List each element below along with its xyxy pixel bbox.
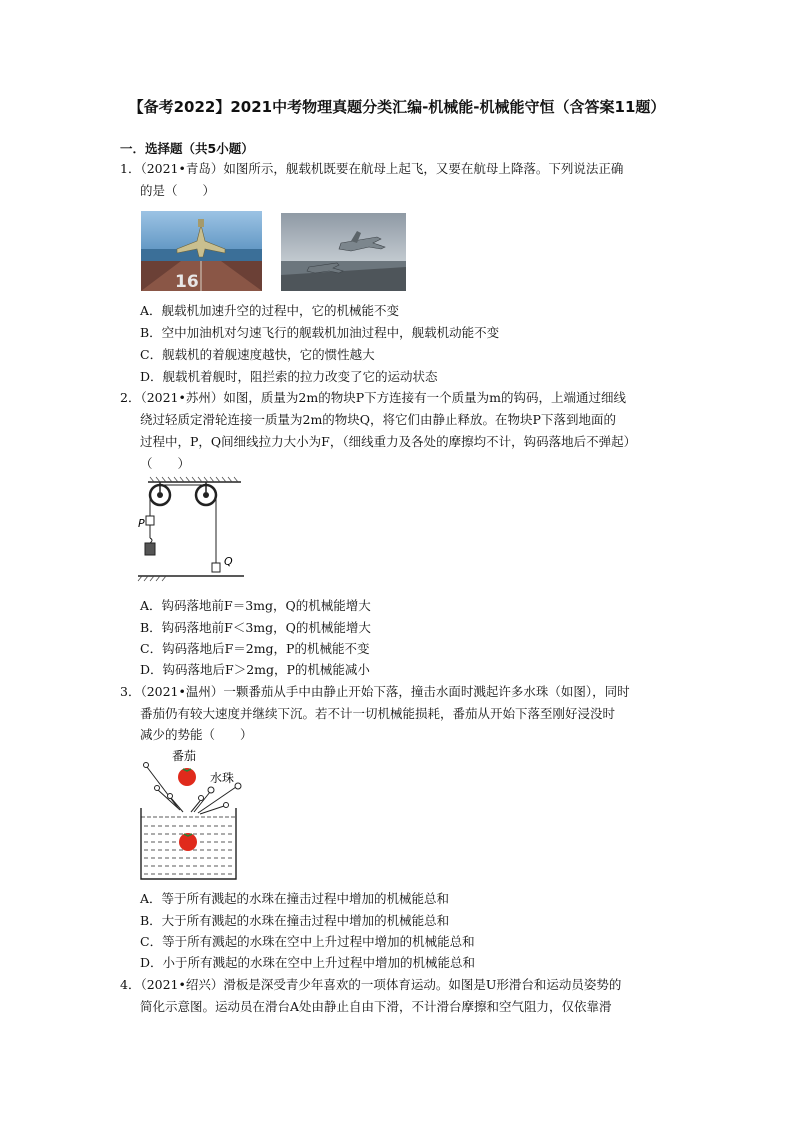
q3-stem-line2: 番茄仍有较大速度并继续下沉。若不计一切机械能损耗，番茄从开始下落至刚好浸没时 xyxy=(140,706,616,721)
q2-label-p: P xyxy=(138,517,145,530)
q2-stem-line1: 2．（2021•苏州）如图，质量为2m的物块P下方连接有一个质量为m的钩码，上端通过细线 xyxy=(120,390,626,405)
q2-option-c: C．钩码落地后F＝2mg，P的机械能不变 xyxy=(140,641,370,656)
q1-option-b: B．空中加油机对匀速飞行的舰载机加油过程中，舰载机动能不变 xyxy=(140,325,500,340)
q2-stem-line4: （ ） xyxy=(140,456,191,471)
q2-stem-line3: 过程中，P，Q间细线拉力大小为F，（细线重力及各处的摩擦均不计，钩码落地后不弹起） xyxy=(140,434,637,449)
q3-option-c: C．等于所有溅起的水珠在空中上升过程中增加的机械能总和 xyxy=(140,934,475,949)
page-title: 【备考2022】2021中考物理真题分类汇编-机械能-机械能守恒（含答案11题） xyxy=(128,98,666,116)
q3-option-a: A．等于所有溅起的水珠在撞击过程中增加的机械能总和 xyxy=(140,891,450,906)
q1-deck-number: 16 xyxy=(175,272,199,291)
q2-option-b: B．钩码落地前F＜3mg，Q的机械能增大 xyxy=(140,620,371,635)
q4-stem-line2: 简化示意图。运动员在滑台A处由静止自由下滑，不计滑台摩擦和空气阻力，仅依靠滑 xyxy=(140,999,612,1014)
q3-stem-line1: 3．（2021•温州）一颗番茄从手中由静止开始下落，撞击水面时溅起许多水珠（如图），同时 xyxy=(120,684,630,699)
q3-label-tomato: 番茄 xyxy=(172,749,197,763)
q1-option-d: D．舰载机着舰时，阻拦索的拉力改变了它的运动状态 xyxy=(140,369,438,384)
q1-option-c: C．舰载机的着舰速度越快，它的惯性越大 xyxy=(140,347,375,362)
q1-photo-takeoff xyxy=(141,211,262,291)
q2-option-d: D．钩码落地后F＞2mg，P的机械能减小 xyxy=(140,662,370,677)
q3-tomato-diagram xyxy=(136,746,262,882)
q1-photo-landing xyxy=(281,213,406,291)
q3-label-droplet: 水珠 xyxy=(210,771,235,785)
q2-pulley-diagram xyxy=(136,476,246,586)
q1-stem-line1: 1．（2021•青岛）如图所示，舰载机既要在航母上起飞，又要在航母上降落。下列说法正确 xyxy=(120,161,624,176)
q1-option-a: A．舰载机加速升空的过程中，它的机械能不变 xyxy=(140,303,400,318)
q1-stem-line2: 的是（ ） xyxy=(140,183,216,198)
q2-stem-line2: 绕过轻质定滑轮连接一质量为2m的物块Q，将它们由静止释放。在物块P下落到地面的 xyxy=(140,412,616,427)
q4-stem-line1: 4．（2021•绍兴）滑板是深受青少年喜欢的一项体育运动。如图是U形滑台和运动员姿势的 xyxy=(120,977,622,992)
q3-stem-line3: 减少的势能（ ） xyxy=(140,727,253,742)
q3-option-b: B．大于所有溅起的水珠在撞击过程中增加的机械能总和 xyxy=(140,913,450,928)
section-heading: 一．选择题（共5小题） xyxy=(120,141,254,156)
q3-option-d: D．小于所有溅起的水珠在空中上升过程中增加的机械能总和 xyxy=(140,955,476,970)
q2-label-q: Q xyxy=(224,555,233,568)
q2-option-a: A．钩码落地前F＝3mg，Q的机械能增大 xyxy=(140,598,371,613)
